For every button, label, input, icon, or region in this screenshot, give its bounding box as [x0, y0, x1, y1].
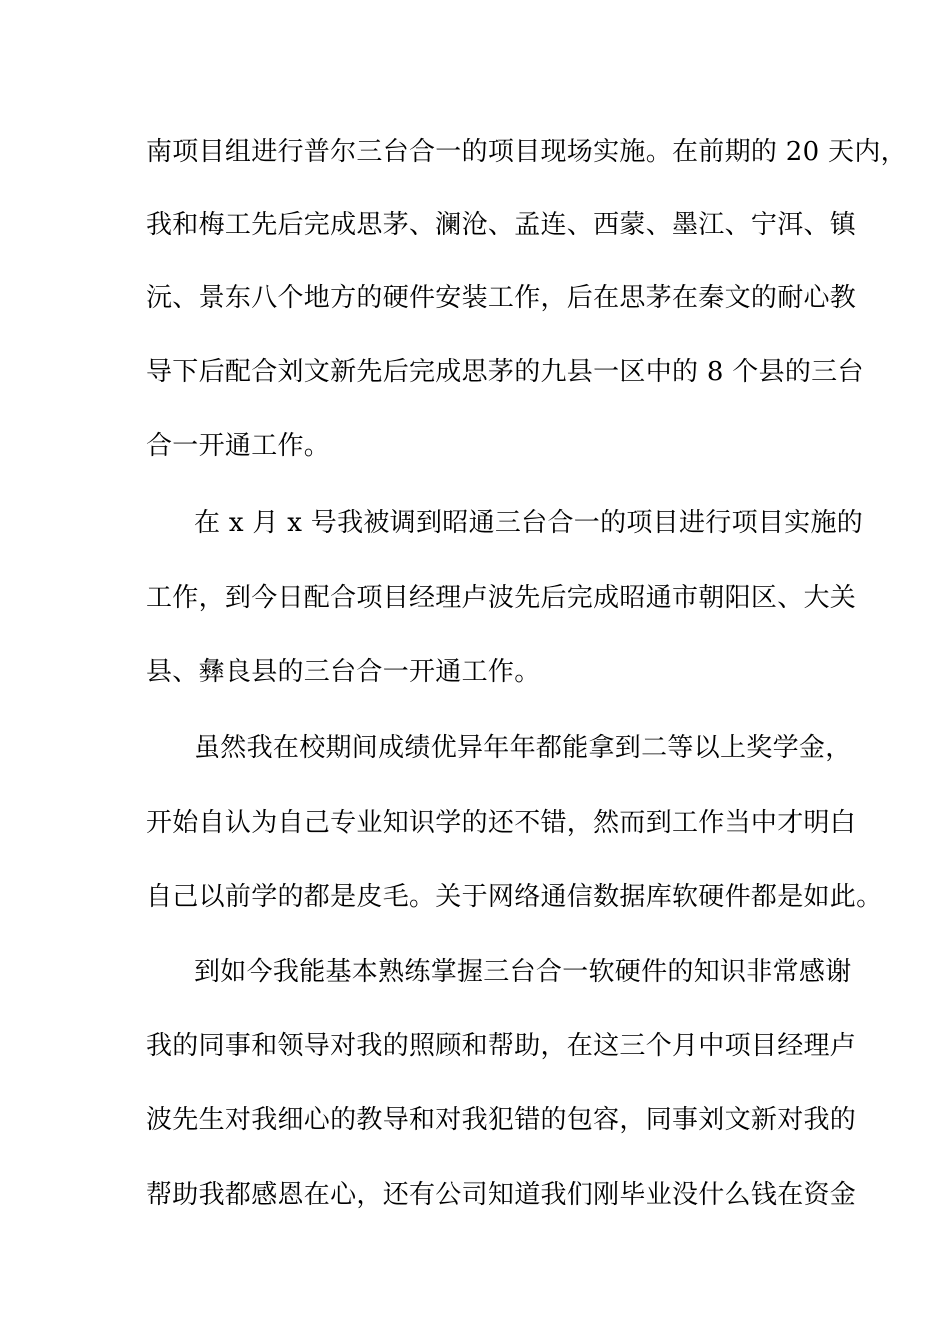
paragraph-1-line-3: 沅、景东八个地方的硬件安装工作，后在思茅在秦文的耐心教: [146, 283, 857, 313]
paragraph-3-line-1: 虽然我在校期间成绩优异年年都能拿到二等以上奖学金，: [194, 733, 852, 763]
paragraph-2-line-2: 工作，到今日配合项目经理卢波先后完成昭通市朝阳区、大关: [146, 583, 857, 613]
paragraph-2-line-1: 在 x 月 x 号我被调到昭通三台合一的项目进行项目实施的: [194, 508, 864, 538]
paragraph-3-line-3: 自己以前学的都是皮毛。关于网络通信数据库软硬件都是如此。: [146, 882, 883, 912]
paragraph-1-line-1: 南项目组进行普尔三台合一的项目现场实施。在前期的 20 天内，: [146, 137, 907, 167]
paragraph-3-line-2: 开始自认为自己专业知识学的还不错，然而到工作当中才明白: [146, 808, 857, 838]
paragraph-4-line-1: 到如今我能基本熟练掌握三台合一软硬件的知识非常感谢: [194, 957, 852, 987]
paragraph-1-line-2: 我和梅工先后完成思茅、澜沧、孟连、西蒙、墨江、宁洱、镇: [146, 210, 857, 240]
paragraph-1-line-4: 导下后配合刘文新先后完成思茅的九县一区中的 8 个县的三台: [146, 357, 864, 387]
paragraph-4-line-2: 我的同事和领导对我的照顾和帮助，在这三个月中项目经理卢: [146, 1031, 857, 1061]
paragraph-4-line-4: 帮助我都感恩在心，还有公司知道我们刚毕业没什么钱在资金: [146, 1180, 857, 1210]
paragraph-4-line-3: 波先生对我细心的教导和对我犯错的包容，同事刘文新对我的: [146, 1105, 857, 1135]
paragraph-2-line-3: 县、彝良县的三台合一开通工作。: [146, 657, 541, 687]
paragraph-1-line-5: 合一开通工作。: [146, 431, 331, 461]
